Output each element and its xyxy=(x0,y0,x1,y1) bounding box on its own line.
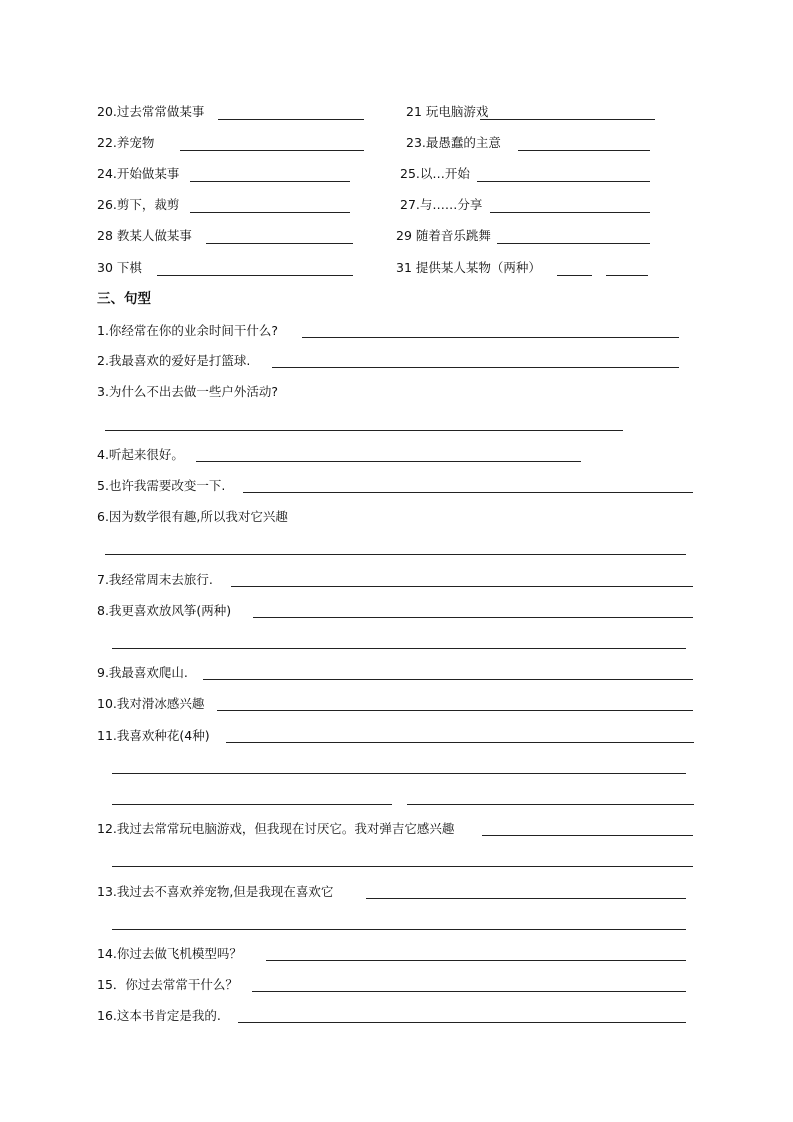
sentence-5: 5.也许我需要改变一下. xyxy=(97,478,226,493)
sentence-12: 12.我过去常常玩电脑游戏，但我现在讨厌它。我对弹吉它感兴趣 xyxy=(97,821,455,836)
sentence-9: 9.我最喜欢爬山. xyxy=(97,665,188,680)
answer-line[interactable] xyxy=(112,866,693,867)
sentence-14: 14.你过去做飞机模型吗？ xyxy=(97,946,242,961)
answer-line[interactable] xyxy=(112,804,392,805)
answer-line[interactable] xyxy=(203,679,693,680)
answer-line[interactable] xyxy=(226,742,694,743)
answer-line[interactable] xyxy=(231,586,693,587)
answer-line[interactable] xyxy=(243,492,693,493)
sentence-16: 16.这本书肯定是我的. xyxy=(97,1008,221,1023)
sentence-7: 7.我经常周末去旅行. xyxy=(97,572,213,587)
answer-line[interactable] xyxy=(190,181,350,182)
answer-line[interactable] xyxy=(497,243,650,244)
answer-line[interactable] xyxy=(157,275,353,276)
vocab-item-20: 20.过去常常做某事 xyxy=(97,104,205,119)
vocab-item-26: 26.剪下，裁剪 xyxy=(97,197,180,212)
answer-line[interactable] xyxy=(302,337,679,338)
answer-line[interactable] xyxy=(112,773,686,774)
answer-line[interactable] xyxy=(196,461,581,462)
answer-line[interactable] xyxy=(518,150,650,151)
answer-line[interactable] xyxy=(482,835,693,836)
answer-line[interactable] xyxy=(366,898,686,899)
vocab-item-31: 31 提供某人某物（两种） xyxy=(396,260,541,275)
answer-line[interactable] xyxy=(266,960,686,961)
vocab-item-24: 24.开始做某事 xyxy=(97,166,180,181)
vocab-item-29: 29 随着音乐跳舞 xyxy=(396,228,491,243)
answer-line[interactable] xyxy=(206,243,353,244)
vocab-item-25: 25.以…开始 xyxy=(400,166,470,181)
sentence-11: 11.我喜欢种花(4种) xyxy=(97,728,210,743)
vocab-item-22: 22.养宠物 xyxy=(97,135,155,150)
sentence-13: 13.我过去不喜欢养宠物,但是我现在喜欢它 xyxy=(97,884,334,899)
answer-line[interactable] xyxy=(105,554,686,555)
answer-line[interactable] xyxy=(112,929,686,930)
answer-line[interactable] xyxy=(606,275,648,276)
sentence-8: 8.我更喜欢放风筝(两种) xyxy=(97,603,232,618)
vocab-item-21: 21 玩电脑游戏 xyxy=(406,104,489,119)
answer-line[interactable] xyxy=(490,212,650,213)
sentence-1: 1.你经常在你的业余时间干什么? xyxy=(97,323,279,338)
answer-line[interactable] xyxy=(477,181,650,182)
answer-line[interactable] xyxy=(238,1022,686,1023)
answer-line[interactable] xyxy=(105,430,623,431)
answer-line[interactable] xyxy=(272,367,679,368)
section-title: 三、句型 xyxy=(97,291,151,307)
sentence-6: 6.因为数学很有趣,所以我对它兴趣 xyxy=(97,509,288,524)
answer-line[interactable] xyxy=(217,710,693,711)
sentence-2: 2.我最喜欢的爱好是打篮球. xyxy=(97,353,251,368)
vocab-item-28: 28 教某人做某事 xyxy=(97,228,192,243)
answer-line[interactable] xyxy=(112,648,686,649)
sentence-3: 3.为什么不出去做一些户外活动? xyxy=(97,384,279,399)
vocab-item-23: 23.最愚蠢的主意 xyxy=(406,135,501,150)
answer-line[interactable] xyxy=(180,150,364,151)
answer-line[interactable] xyxy=(252,991,686,992)
answer-line[interactable] xyxy=(480,119,655,120)
sentence-10: 10.我对滑冰感兴趣 xyxy=(97,696,205,711)
sentence-15: 15．你过去常常干什么？ xyxy=(97,977,238,992)
answer-line[interactable] xyxy=(190,212,350,213)
answer-line[interactable] xyxy=(253,617,693,618)
answer-line[interactable] xyxy=(557,275,592,276)
sentence-4: 4.听起来很好。 xyxy=(97,447,184,462)
vocab-item-27: 27.与……分享 xyxy=(400,197,483,212)
vocab-item-30: 30 下棋 xyxy=(97,260,142,275)
answer-line[interactable] xyxy=(407,804,694,805)
answer-line[interactable] xyxy=(218,119,364,120)
